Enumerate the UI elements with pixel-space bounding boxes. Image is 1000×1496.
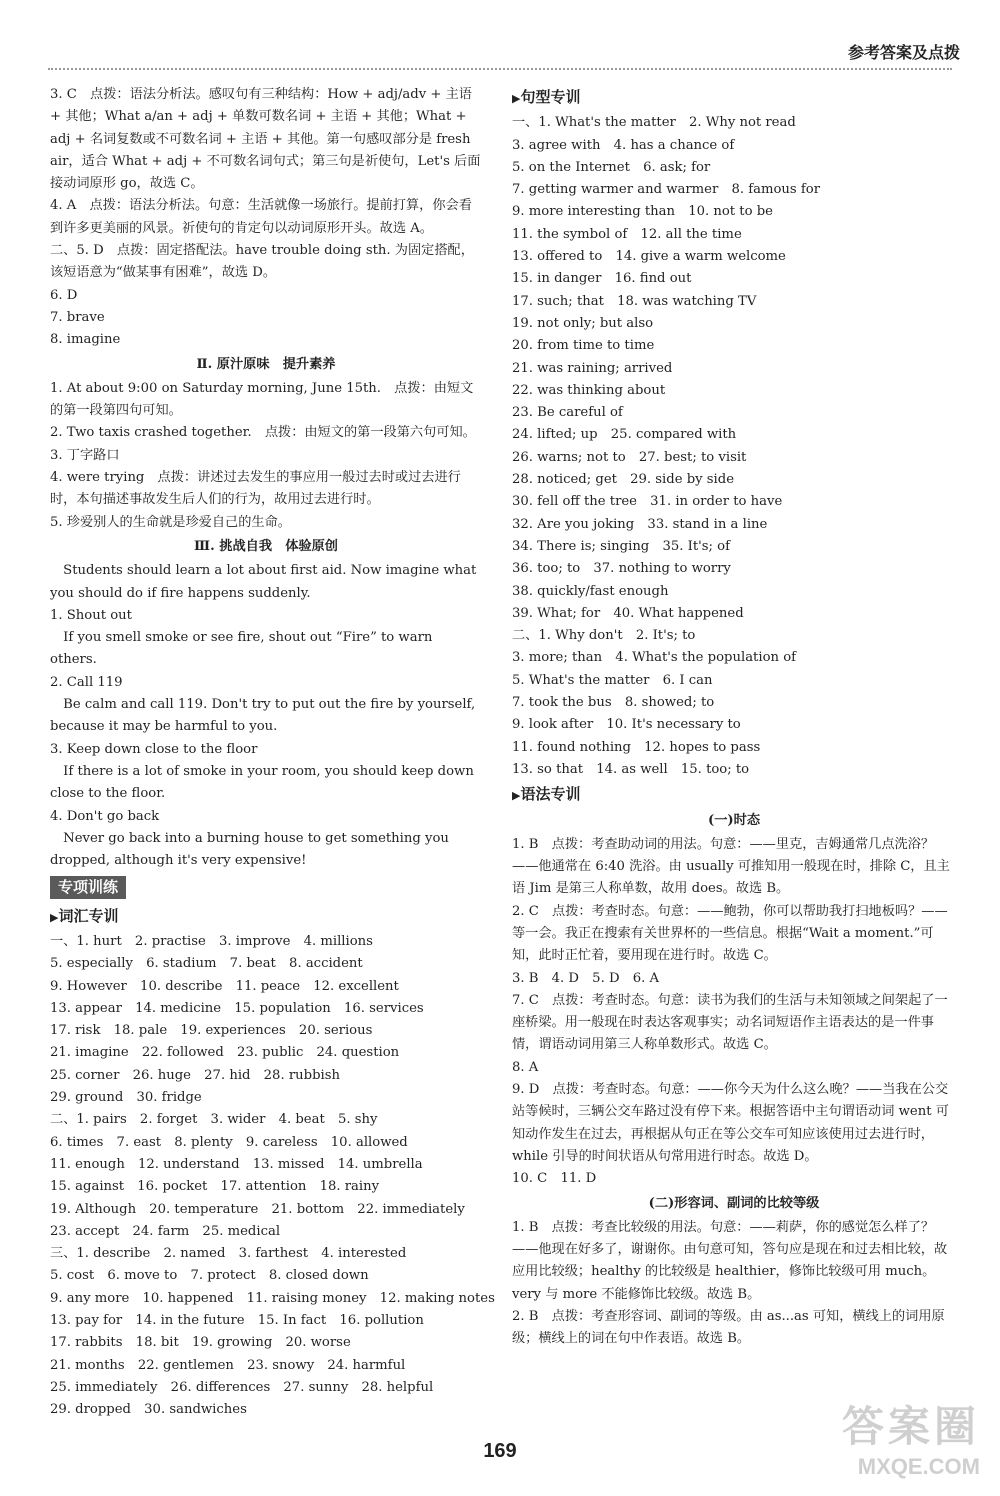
answer-paragraph: 7. C 点拨：考查时态。句意：读书为我们的生活与未知领域之间架起了一座桥梁。用一般现在时表达客观事实；动名词短语作主语表达的是一件事情，谓语动词用第三人称单数形式。故选 C。 [512, 992, 948, 1053]
answer-row: 21. was raining; arrived [512, 360, 673, 376]
answer-paragraph: 4. Don't go back [50, 808, 160, 824]
answer-row: 二、1. Why don't 2. It's; to [512, 628, 696, 644]
subsection-heading: Ⅱ. 原汁原味 提升素养 [196, 356, 336, 372]
answer-row: 30. fell off the tree 31. in order to have [512, 494, 783, 510]
answer-row: 5. especially 6. stadium 7. beat 8. accident [50, 956, 363, 972]
header-divider [48, 68, 952, 70]
answer-row: 21. imagine 22. followed 23. public 24. question [50, 1045, 400, 1061]
answer-row: 26. warns; not to 27. best; to visit [512, 449, 747, 465]
answer-row: 36. too; to 37. nothing to worry [512, 561, 731, 577]
answer-row: 7. getting warmer and warmer 8. famous for [512, 182, 821, 198]
answer-paragraph: 4. A 点拨：语法分析法。句意：生活就像一场旅行。提前打算，你会看到许多更美丽的风景。祈使句的肯定句以动词原形开头。故选 A。 [50, 198, 472, 236]
answer-row: 20. from time to time [512, 338, 655, 354]
answer-row: 9. more interesting than 10. not to be [512, 204, 773, 220]
answer-row: 39. What; for 40. What happened [512, 605, 744, 621]
watermark-top-text: 答案圈 [841, 1403, 980, 1450]
answer-paragraph: 5. 珍爱别人的生命就是珍爱自己的生命。 [50, 514, 291, 530]
answer-row: 24. lifted; up 25. compared with [512, 427, 737, 443]
watermark-bottom-text: MXQE.COM [857, 1454, 980, 1479]
page-number: 169 [483, 1440, 517, 1462]
answer-row: 三、1. describe 2. named 3. farthest 4. interested [50, 1246, 407, 1262]
answer-row: 29. ground 30. fridge [50, 1090, 202, 1106]
answer-row: 25. immediately 26. differences 27. sunny 28. helpful [50, 1379, 434, 1395]
answer-paragraph: 8. imagine [50, 332, 121, 348]
answer-row: 19. Although 20. temperature 21. bottom 22. immediately [50, 1201, 465, 1217]
answer-paragraph: 1. B 点拨：考查比较级的用法。句意：——莉萨，你的感觉怎么样了？——他现在好多了，谢谢你。由句意可知，答句应是现在和过去相比较，故应用比较级；healthy 的比较级是 healthier，修饰比较级可用 much。very 与 more 不能修饰比较级。故选 B。 [512, 1219, 948, 1302]
subsection-heading: (一)时态 [707, 812, 761, 828]
answer-paragraph: 二、5. D 点拨：固定搭配法。have trouble doing sth. 为固定搭配，该短语意为“做某事有困难”，故选 D。 [50, 243, 474, 281]
answer-paragraph: 8. A [512, 1059, 539, 1075]
answer-row: 9. However 10. describe 11. peace 12. excellent [50, 978, 399, 994]
answer-paragraph: 9. D 点拨：考查时态。句意：——你今天为什么这么晚？——当我在公交站等候时，三辆公交车路过没有停下来。根据答语中主句谓语动词 went 可知动作发生在过去，再根据从句正在等公交车可知应该使用过去进行时，while 引导的时间状语从句常用进行时态。故选 D。 [512, 1082, 949, 1164]
section-heading: ▶ 句型专训 [512, 86, 956, 110]
answer-row: 11. the symbol of 12. all the time [512, 226, 742, 242]
answer-paragraph: Be calm and call 119. Don't try to put out the fire by yourself, because it may be harmful to you. [50, 697, 476, 735]
answer-row: 38. quickly/fast enough [512, 583, 669, 599]
answer-row: 5. on the Internet 6. ask; for [512, 159, 711, 175]
watermark-logo [842, 1394, 980, 1480]
answer-row: 5. What's the matter 6. I can [512, 672, 713, 688]
answer-row: 32. Are you joking 33. stand in a line [512, 516, 768, 532]
answer-paragraph: 1. At about 9:00 on Saturday morning, June 15th. 点拨：由短文的第一段第四句可知。 [50, 380, 474, 419]
answer-paragraph: 1. Shout out [50, 607, 132, 623]
answer-row: 一、1. What's the matter 2. Why not read [512, 115, 796, 131]
subsection-heading: Ⅲ. 挑战自我 体验原创 [194, 538, 338, 554]
answer-row: 9. look after 10. It's necessary to [512, 717, 741, 733]
answer-paragraph: 1. B 点拨：考查助动词的用法。句意：——里克，吉姆通常几点洗浴？——他通常在 6:40 洗浴。由 usually 可推知用一般现在时，排除 C，且主语 Jim 是第三人称单数，故用 does。故选 B。 [512, 836, 950, 897]
answer-paragraph: 3. B 4. D 5. D 6. A [512, 970, 660, 986]
answer-paragraph: 3. C 点拨：语法分析法。感叹句有三种结构：How + adj/adv + 主语 + 其他；What a/an + adj + 单数可数名词 + 主语 + 其他；What + adj + 名词复数或不可数名词 + 主语 + 其他。第一句感叹部分是 fresh air，适合 What + adj + 不可数名词句式；第三句是祈使句，Let's 后面接动词原形 go，故选 C。 [50, 87, 481, 192]
answer-row: 25. corner 26. huge 27. hid 28. rubbish [50, 1067, 340, 1083]
page-header-title: 参考答案及点拨 [847, 43, 960, 62]
answer-paragraph: 2. B 点拨：考查形容词、副词的等级。由 as...as 可知，横线上的词用原级；横线上的词在句中作表语。故选 B。 [512, 1309, 945, 1347]
answer-paragraph: 3. 丁字路口 [50, 447, 120, 463]
answer-row: 23. Be careful of [512, 405, 623, 421]
answer-row: 13. pay for 14. in the future 15. In fact 16. pollution [50, 1313, 424, 1329]
answer-row: 17. rabbits 18. bit 19. growing 20. worse [50, 1335, 351, 1351]
answer-paragraph: 10. C 11. D [512, 1171, 597, 1187]
answer-paragraph: 4. were trying 点拨：讲述过去发生的事应用一般过去时或过去进行时，本句描述事故发生后人们的行为，故用过去进行时。 [50, 470, 461, 508]
answer-row: 22. was thinking about [512, 382, 666, 398]
answer-row: 21. months 22. gentlemen 23. snowy 24. harmful [50, 1357, 406, 1373]
answer-paragraph: 7. brave [50, 309, 105, 325]
answer-row: 15. against 16. pocket 17. attention 18. rainy [50, 1179, 380, 1195]
answer-row: 19. not only; but also [512, 315, 654, 331]
right-column [512, 84, 956, 1351]
answer-row: 13. appear 14. medicine 15. population 16. services [50, 1000, 424, 1016]
answer-paragraph: Never go back into a burning house to get something you dropped, although it's very expensive! [50, 830, 449, 869]
left-column [50, 84, 495, 1422]
answer-row: 17. such; that 18. was watching TV [512, 293, 757, 309]
answer-row: 二、1. pairs 2. forget 3. wider 4. beat 5. shy [50, 1112, 378, 1128]
answer-row: 3. agree with 4. has a chance of [512, 137, 735, 153]
answer-paragraph: If you smell smoke or see fire, shout out “Fire” to warn others. [50, 630, 433, 668]
answer-paragraph: Students should learn a lot about first aid. Now imagine what you should do if fire happens suddenly. [50, 563, 477, 601]
answer-paragraph: 3. Keep down close to the floor [50, 741, 258, 757]
answer-row: 11. found nothing 12. hopes to pass [512, 739, 761, 755]
answer-paragraph: 6. D [50, 287, 78, 303]
section-heading: ▶ 词汇专训 [50, 905, 482, 929]
answer-paragraph: If there is a lot of smoke in your room, you should keep down close to the floor. [50, 763, 474, 802]
answer-row: 5. cost 6. move to 7. protect 8. closed down [50, 1268, 369, 1284]
subsection-heading: (二)形容词、副词的比较等级 [648, 1195, 820, 1211]
answer-row: 3. more; than 4. What's the population of [512, 650, 797, 666]
answer-row: 6. times 7. east 8. plenty 9. careless 10. allowed [50, 1134, 408, 1150]
answer-row: 13. so that 14. as well 15. too; to [512, 761, 750, 777]
section-banner-wrap [50, 872, 482, 902]
answer-row: 7. took the bus 8. showed; to [512, 695, 715, 711]
answer-row: 9. any more 10. happened 11. raising money 12. making notes [50, 1290, 495, 1306]
answer-row: 17. risk 18. pale 19. experiences 20. serious [50, 1023, 373, 1039]
section-banner: 专项训练 [50, 876, 126, 898]
answer-row: 11. enough 12. understand 13. missed 14. umbrella [50, 1156, 423, 1172]
answer-row: 13. offered to 14. give a warm welcome [512, 249, 786, 265]
answer-row: 一、1. hurt 2. practise 3. improve 4. millions [50, 933, 373, 949]
answer-paragraph: 2. C 点拨：考查时态。句意：——鲍勃，你可以帮助我打扫地板吗？——等一会。我正在搜索有关世界杯的一些信息。根据“Wait a moment.”可知，此时正忙着，要用现在进行时。故选 C。 [512, 903, 948, 964]
answer-paragraph: 2. Call 119 [50, 674, 123, 690]
answer-paragraph: 2. Two taxis crashed together. 点拨：由短文的第一段第六句可知。 [50, 425, 476, 441]
answer-row: 15. in danger 16. find out [512, 271, 692, 287]
answer-row: 23. accept 24. farm 25. medical [50, 1223, 281, 1239]
section-heading: ▶ 语法专训 [512, 783, 956, 807]
answer-row: 34. There is; singing 35. It's; of [512, 538, 730, 554]
answer-row: 29. dropped 30. sandwiches [50, 1402, 247, 1418]
answer-row: 28. noticed; get 29. side by side [512, 472, 735, 488]
